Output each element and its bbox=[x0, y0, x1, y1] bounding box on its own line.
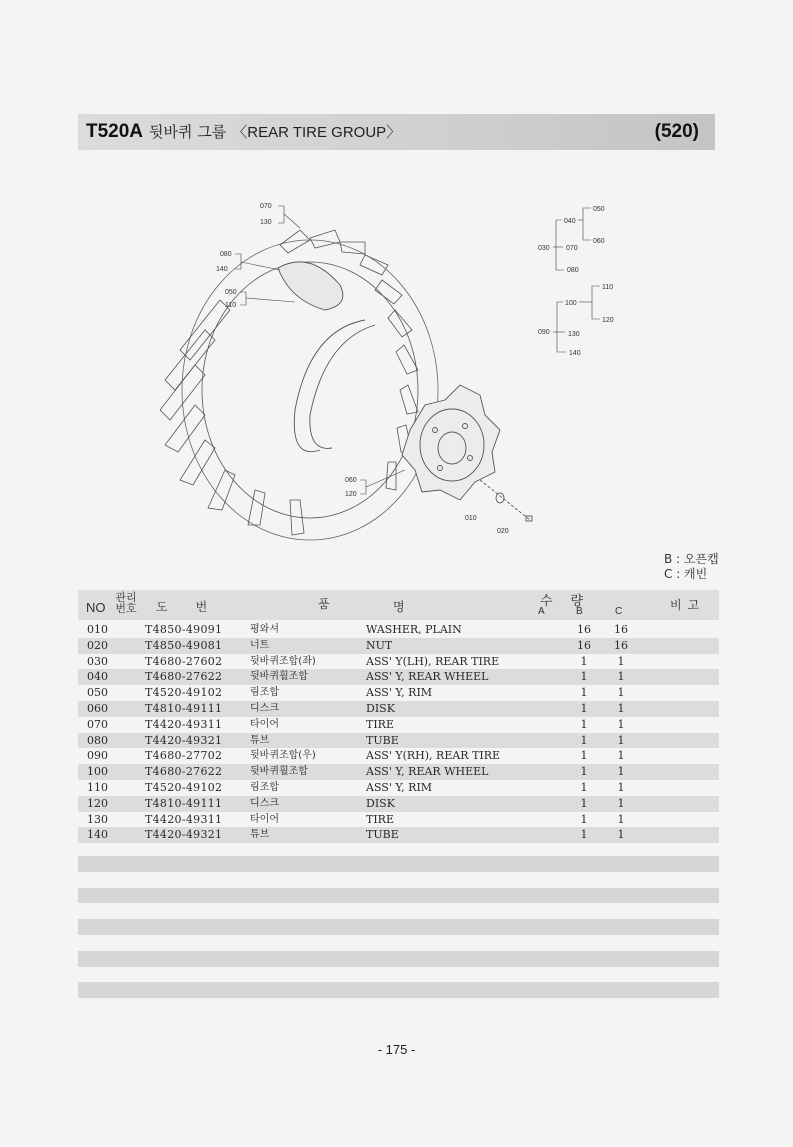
part-name-korean: 뒷바퀴조합(좌) bbox=[250, 655, 316, 667]
tree-node: 080 bbox=[567, 267, 579, 274]
row-number: 080 bbox=[87, 733, 108, 747]
row-number: 100 bbox=[87, 765, 108, 779]
quantity-b: 1 bbox=[580, 717, 588, 731]
quantity-b: 1 bbox=[580, 796, 588, 810]
empty-table-rows bbox=[78, 856, 719, 1014]
table-row bbox=[78, 685, 719, 701]
tree-node: 050 bbox=[593, 206, 605, 213]
tree-node: 120 bbox=[602, 317, 614, 324]
part-number: T4680-27622 bbox=[145, 765, 223, 779]
row-number: 040 bbox=[87, 670, 108, 684]
title-group bbox=[86, 121, 401, 143]
tree-node: 130 bbox=[568, 331, 580, 338]
quantity-b: 1 bbox=[580, 701, 588, 715]
empty-row bbox=[78, 856, 719, 872]
header-remarks: 비고 bbox=[670, 598, 706, 612]
part-name-korean: 림조합 bbox=[250, 687, 279, 699]
callout-label: 130 bbox=[260, 219, 272, 226]
quantity-c: 1 bbox=[617, 796, 625, 810]
part-number: T4850-49081 bbox=[145, 638, 223, 652]
empty-row bbox=[78, 888, 719, 904]
row-number: 070 bbox=[87, 717, 108, 731]
part-name-korean: 튜브 bbox=[250, 734, 270, 746]
tree-node: 030 bbox=[538, 245, 550, 252]
quantity-c: 16 bbox=[614, 623, 628, 636]
row-number: 030 bbox=[87, 654, 108, 668]
empty-row bbox=[78, 919, 719, 935]
quantity-c: 1 bbox=[617, 812, 625, 826]
part-name-korean: 뒷바퀴조합(우) bbox=[250, 750, 316, 762]
callout-label: 080 bbox=[220, 251, 232, 258]
header-qty-c: C bbox=[615, 606, 623, 617]
column-legend bbox=[664, 552, 719, 582]
part-number: T4810-49111 bbox=[145, 796, 223, 810]
part-name-english: TIRE bbox=[366, 717, 394, 731]
quantity-b: 1 bbox=[580, 670, 588, 684]
quantity-c: 1 bbox=[617, 686, 625, 700]
assembly-tree-1 bbox=[538, 206, 605, 274]
callout-label: 010 bbox=[465, 515, 477, 522]
empty-row bbox=[78, 951, 719, 967]
part-name-english: ASS' Y(LH), REAR TIRE bbox=[366, 654, 500, 668]
table-row bbox=[78, 622, 719, 638]
table-row bbox=[78, 796, 719, 812]
part-number: T4520-49102 bbox=[145, 686, 223, 700]
part-name-korean: 너트 bbox=[250, 639, 270, 651]
quantity-b: 1 bbox=[580, 686, 588, 700]
part-name-korean: 림조합 bbox=[250, 781, 279, 793]
part-name-english: ASS' Y, RIM bbox=[366, 780, 433, 794]
tree-node: 110 bbox=[602, 284, 614, 291]
row-number: 140 bbox=[87, 828, 108, 842]
table-row bbox=[78, 669, 719, 685]
row-number: 120 bbox=[87, 796, 108, 810]
part-name-korean: 타이어 bbox=[250, 718, 279, 730]
assembly-tree-2 bbox=[538, 284, 614, 357]
part-name-korean: 튜브 bbox=[250, 829, 270, 841]
group-title-korean: 뒷바퀴 그룹 bbox=[149, 123, 227, 141]
part-name-korean: 평와셔 bbox=[250, 624, 279, 635]
quantity-b: 1 bbox=[580, 749, 588, 763]
table-row bbox=[78, 812, 719, 828]
table-row bbox=[78, 701, 719, 717]
part-name-english: TUBE bbox=[366, 733, 399, 747]
callout-label: 020 bbox=[497, 528, 509, 535]
table-row bbox=[78, 638, 719, 654]
rim-drawing bbox=[278, 262, 375, 452]
quantity-c: 1 bbox=[617, 765, 625, 779]
header-drawing-number: 도번 bbox=[156, 600, 236, 614]
row-number: 010 bbox=[87, 623, 108, 636]
part-name-korean: 타이어 bbox=[250, 813, 279, 825]
empty-row bbox=[78, 982, 719, 998]
part-name-english: NUT bbox=[366, 638, 393, 652]
tree-node: 090 bbox=[538, 329, 550, 336]
page-number: - 175 - bbox=[377, 1042, 416, 1057]
part-name-english: ASS' Y, REAR WHEEL bbox=[366, 670, 489, 684]
tree-node: 100 bbox=[565, 300, 577, 307]
parts-table-header bbox=[78, 590, 719, 620]
row-number: 110 bbox=[87, 780, 108, 794]
part-name-english: ASS' Y, RIM bbox=[366, 686, 433, 700]
header-part-name-2: 명 bbox=[393, 600, 405, 614]
callout-label: 140 bbox=[216, 266, 228, 273]
header-part-name-1: 품 bbox=[318, 597, 330, 611]
part-name-english: ASS' Y(RH), REAR TIRE bbox=[366, 749, 501, 763]
part-number: T4420-49321 bbox=[145, 733, 223, 747]
table-row bbox=[78, 780, 719, 796]
header-quantity: 수량 bbox=[540, 594, 602, 609]
tree-node: 140 bbox=[569, 350, 581, 357]
part-name-korean: 디스크 bbox=[250, 797, 279, 809]
parts-table-body bbox=[78, 622, 719, 843]
part-number: T4680-27702 bbox=[145, 749, 223, 763]
quantity-c: 1 bbox=[617, 654, 625, 668]
part-number: T4420-49311 bbox=[145, 812, 223, 826]
quantity-c: 1 bbox=[617, 780, 625, 794]
header-no: NO bbox=[86, 600, 106, 615]
group-code: (520) bbox=[654, 121, 699, 142]
part-name-english: TIRE bbox=[366, 812, 394, 826]
part-name-korean: 뒷바퀴휠조합 bbox=[250, 766, 308, 778]
tree-node: 060 bbox=[593, 238, 605, 245]
table-row bbox=[78, 717, 719, 733]
part-number: T4520-49102 bbox=[145, 780, 223, 794]
quantity-b: 16 bbox=[577, 623, 591, 636]
disk-drawing bbox=[402, 385, 500, 500]
legend-c: C : 캐빈 bbox=[664, 567, 708, 581]
quantity-c: 1 bbox=[617, 717, 625, 731]
quantity-c: 1 bbox=[617, 733, 625, 747]
nut-washer-drawing bbox=[480, 480, 532, 521]
part-number: T4680-27602 bbox=[145, 654, 223, 668]
quantity-c: 1 bbox=[617, 670, 625, 684]
table-row bbox=[78, 654, 719, 670]
header-qty-a: A bbox=[538, 606, 545, 617]
quantity-c: 1 bbox=[617, 701, 625, 715]
part-name-english: WASHER, PLAIN bbox=[366, 623, 462, 636]
header-qty-b: B bbox=[576, 606, 583, 617]
tree-node: 040 bbox=[564, 218, 576, 225]
row-number: 050 bbox=[87, 686, 108, 700]
callout-label: 060 bbox=[345, 477, 357, 484]
table-row bbox=[78, 827, 719, 843]
quantity-c: 16 bbox=[614, 638, 628, 652]
row-number: 060 bbox=[87, 701, 108, 715]
header-mgmt-number: 관리번호 bbox=[115, 591, 137, 615]
part-name-english: DISK bbox=[366, 796, 395, 810]
quantity-b: 1 bbox=[580, 812, 588, 826]
quantity-c: 1 bbox=[617, 749, 625, 763]
callout-label: 110 bbox=[225, 302, 237, 309]
quantity-b: 1 bbox=[580, 828, 588, 842]
part-number: T4680-27622 bbox=[145, 670, 223, 684]
table-row bbox=[78, 748, 719, 764]
tree-node: 070 bbox=[566, 245, 578, 252]
part-number: T4420-49311 bbox=[145, 717, 223, 731]
page-title-bar bbox=[78, 114, 715, 150]
part-name-korean: 뒷바퀴휠조합 bbox=[250, 671, 308, 683]
part-number: T4420-49321 bbox=[145, 828, 223, 842]
callout-label: 120 bbox=[345, 491, 357, 498]
part-name-korean: 디스크 bbox=[250, 702, 279, 714]
part-name-english: DISK bbox=[366, 701, 395, 715]
group-title-english: 〈REAR TIRE GROUP〉 bbox=[232, 124, 402, 141]
quantity-b: 1 bbox=[580, 780, 588, 794]
callout-label: 050 bbox=[225, 289, 237, 296]
part-number: T4810-49111 bbox=[145, 701, 223, 715]
quantity-b: 1 bbox=[580, 654, 588, 668]
quantity-b: 1 bbox=[580, 733, 588, 747]
part-number: T4850-49091 bbox=[145, 623, 223, 636]
exploded-parts-diagram bbox=[160, 190, 630, 550]
quantity-b: 16 bbox=[577, 638, 591, 652]
part-name-english: ASS' Y, REAR WHEEL bbox=[366, 765, 489, 779]
legend-b: B : 오픈캡 bbox=[664, 552, 719, 566]
row-number: 090 bbox=[87, 749, 108, 763]
quantity-b: 1 bbox=[580, 765, 588, 779]
part-name-english: TUBE bbox=[366, 828, 399, 842]
callout-label: 070 bbox=[260, 203, 272, 210]
table-row bbox=[78, 764, 719, 780]
model-name: T520A bbox=[86, 121, 144, 142]
table-row bbox=[78, 733, 719, 749]
row-number: 020 bbox=[87, 638, 108, 652]
quantity-c: 1 bbox=[617, 828, 625, 842]
row-number: 130 bbox=[87, 812, 108, 826]
